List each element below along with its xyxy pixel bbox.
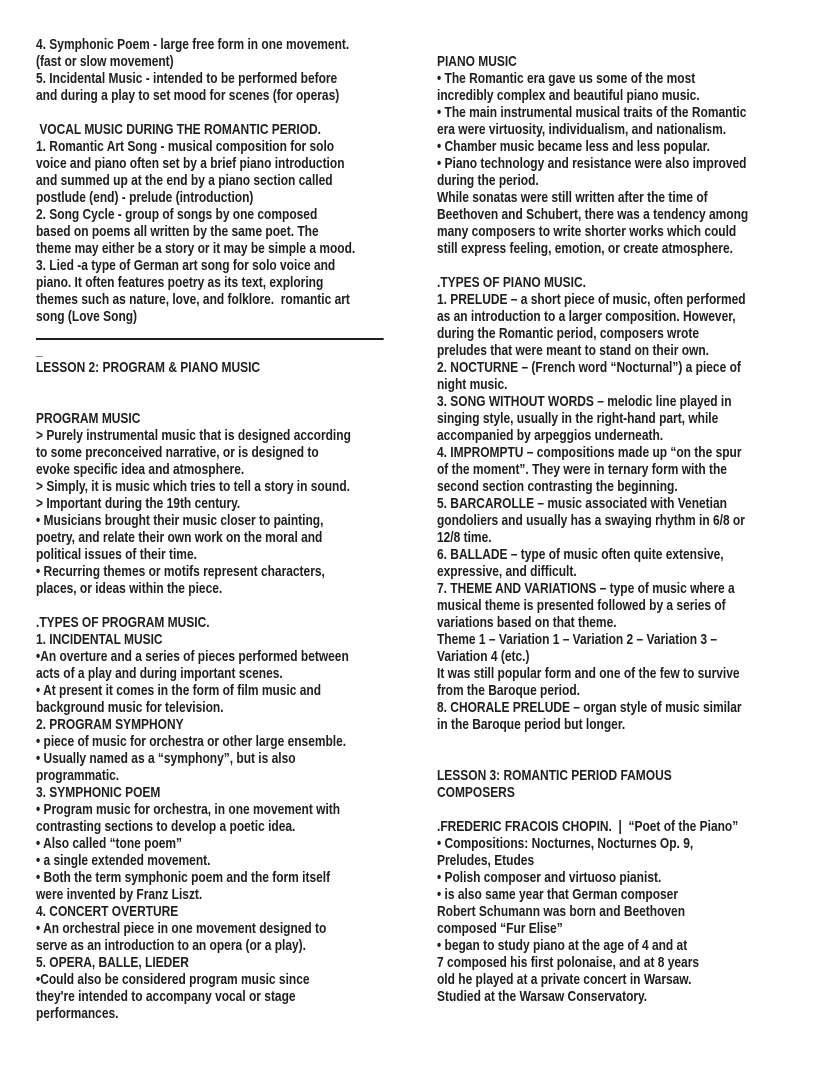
text-line: 1. INCIDENTAL MUSIC [36, 632, 163, 648]
text-line: > Purely instrumental music that is designed according [36, 428, 351, 444]
text-line: 5. BARCAROLLE – music associated with Venetian [437, 496, 727, 512]
text-line: singing style, usually in the right-hand part, while [437, 411, 719, 427]
text-line: PIANO MUSIC [437, 54, 517, 70]
text-line: were invented by Franz Liszt. [36, 887, 203, 903]
text-line: 5. Incidental Music - intended to be performed before [36, 71, 338, 87]
text-line: • a single extended movement. [36, 853, 211, 869]
text-line: 2. NOCTURNE – (French word “Nocturnal”) a piece of [437, 360, 741, 376]
text-line: evoke specific idea and atmosphere. [36, 462, 245, 478]
text-line: during the Romantic period, composers wrote [437, 326, 699, 342]
text-line: LESSON 2: PROGRAM & PIANO MUSIC [36, 360, 261, 376]
text-line: • is also same year that German composer [437, 887, 678, 903]
text-line: • The main instrumental musical traits of the Romantic [437, 105, 747, 121]
text-line: > Important during the 19th century. [36, 496, 241, 512]
text-line: 2. Song Cycle - group of songs by one composed [36, 207, 318, 223]
text-line: song (Love Song) [36, 309, 138, 325]
text-line: to some preconceived narrative, or is designed to [36, 445, 319, 461]
text-line: Preludes, Etudes [437, 853, 535, 869]
text-line: It was still popular form and one of the few to survive [437, 666, 740, 682]
blank-line [437, 802, 800, 819]
text-line: 5. OPERA, BALLE, LIEDER [36, 955, 189, 971]
text-line: composed “Fur Elise” [437, 921, 563, 937]
text-line: _ [36, 343, 43, 359]
text-line: 1. Romantic Art Song - musical composition for solo [36, 139, 335, 155]
horizontal-rule [36, 326, 391, 343]
text-line: •An overture and a series of pieces performed between [36, 649, 349, 665]
blank-line [36, 394, 391, 411]
text-line: background music for television. [36, 700, 224, 716]
text-line: and during a play to set mood for scenes (for operas) [36, 88, 340, 104]
text-line: • piece of music for orchestra or other large ensemble. [36, 734, 347, 750]
blank-line [36, 105, 391, 122]
text-line: • Polish composer and virtuoso pianist. [437, 870, 662, 886]
text-line: based on poems all written by the same poet. The [36, 224, 319, 240]
text-line: • Both the term symphonic poem and the form itself [36, 870, 331, 886]
text-line: of the moment”. They were in ternary form with the [437, 462, 727, 478]
text-line: 7 composed his first polonaise, and at 8 years [437, 955, 700, 971]
text-line: 1. PRELUDE – a short piece of music, often performed [437, 292, 746, 308]
text-line: 2. PROGRAM SYMPHONY [36, 717, 184, 733]
text-line: .FREDERIC FRACOIS CHOPIN. | “Poet of the Piano” [437, 819, 739, 835]
right-column [437, 54, 800, 1006]
text-line: Robert Schumann was born and Beethoven [437, 904, 686, 920]
text-line: 4. Symphonic Poem - large free form in one movement. [36, 37, 350, 53]
text-line: LESSON 3: ROMANTIC PERIOD FAMOUS [437, 768, 672, 784]
text-line: performances. [36, 1006, 119, 1022]
text-line: PROGRAM MUSIC [36, 411, 141, 427]
text-line: .TYPES OF PIANO MUSIC. [437, 275, 586, 291]
left-column [36, 37, 391, 1023]
blank-line [437, 751, 800, 768]
text-line: • Chamber music became less and less popular. [437, 139, 710, 155]
text-line: > Simply, it is music which tries to tell a story in sound. [36, 479, 350, 495]
text-line: musical theme is presented followed by a series of [437, 598, 726, 614]
text-line: While sonatas were still written after the time of [437, 190, 708, 206]
text-line: 4. CONCERT OVERTURE [36, 904, 179, 920]
text-line: • Program music for orchestra, in one movement with [36, 802, 341, 818]
text-line: accompanied by arpeggios underneath. [437, 428, 664, 444]
rule-stroke [36, 338, 384, 340]
text-line: (fast or slow movement) [36, 54, 174, 70]
text-line: they're intended to accompany vocal or stage [36, 989, 296, 1005]
text-line: programmatic. [36, 768, 120, 784]
text-line: • Piano technology and resistance were also improved [437, 156, 747, 172]
blank-line [437, 734, 800, 751]
text-line: in the Baroque period but longer. [437, 717, 626, 733]
text-line: • At present it comes in the form of film music and [36, 683, 322, 699]
text-line: poetry, and relate their own work on the moral and [36, 530, 323, 546]
text-line: Studied at the Warsaw Conservatory. [437, 989, 648, 1005]
text-line: • Compositions: Nocturnes, Nocturnes Op. 9, [437, 836, 694, 852]
text-line: era were virtuosity, individualism, and nationalism. [437, 122, 727, 138]
text-line: VOCAL MUSIC DURING THE ROMANTIC PERIOD. [36, 122, 322, 138]
text-line: voice and piano often set by a brief piano introduction [36, 156, 345, 172]
text-line: expressive, and difficult. [437, 564, 577, 580]
blank-line [36, 598, 391, 615]
text-line: piano. It often features poetry as its text, exploring [36, 275, 324, 291]
text-line: COMPOSERS [437, 785, 515, 801]
blank-line [437, 258, 800, 275]
text-line: 12/8 time. [437, 530, 492, 546]
text-line: still express feeling, emotion, or create atmosphere. [437, 241, 733, 257]
text-line: and summed up at the end by a piano section called [36, 173, 333, 189]
text-line: 8. CHORALE PRELUDE – organ style of music similar [437, 700, 742, 716]
text-line: themes such as nature, love, and folklore. romantic art [36, 292, 350, 308]
text-line: • began to study piano at the age of 4 and at [437, 938, 688, 954]
text-line: postlude (end) - prelude (introduction) [36, 190, 254, 206]
text-line: as an introduction to a larger composition. However, [437, 309, 736, 325]
text-line: •Could also be considered program music since [36, 972, 310, 988]
text-line: serve as an introduction to an opera (or a play). [36, 938, 306, 954]
text-line: acts of a play and during important scenes. [36, 666, 283, 682]
text-line: from the Baroque period. [437, 683, 580, 699]
text-line: political issues of their time. [36, 547, 197, 563]
text-line: variations based on that theme. [437, 615, 617, 631]
text-line: night music. [437, 377, 508, 393]
text-line: second section contrasting the beginning. [437, 479, 678, 495]
text-line: theme may either be a story or it may be simple a mood. [36, 241, 356, 257]
text-line: contrasting sections to develop a poetic idea. [36, 819, 296, 835]
text-line: .TYPES OF PROGRAM MUSIC. [36, 615, 210, 631]
text-line: 4. IMPROMPTU – compositions made up “on the spur [437, 445, 742, 461]
text-line: • Musicians brought their music closer to painting, [36, 513, 324, 529]
blank-line [36, 377, 391, 394]
text-line: 6. BALLADE – type of music often quite extensive, [437, 547, 724, 563]
text-line: during the period. [437, 173, 539, 189]
text-line: • Recurring themes or motifs represent characters, [36, 564, 325, 580]
text-line: • Usually named as a “symphony”, but is also [36, 751, 296, 767]
text-line: 3. Lied -a type of German art song for solo voice and [36, 258, 336, 274]
text-line: 7. THEME AND VARIATIONS – type of music where a [437, 581, 735, 597]
text-line: • The Romantic era gave us some of the most [437, 71, 696, 87]
text-line: places, or ideas within the piece. [36, 581, 223, 597]
text-line: • An orchestral piece in one movement designed to [36, 921, 327, 937]
text-line: many composers to write shorter works which could [437, 224, 737, 240]
text-line: Beethoven and Schubert, there was a tendency among [437, 207, 749, 223]
text-line: Theme 1 – Variation 1 – Variation 2 – Variation 3 – [437, 632, 718, 648]
text-line: • Also called “tone poem” [36, 836, 183, 852]
text-line: Variation 4 (etc.) [437, 649, 530, 665]
text-line: gondoliers and usually has a swaying rhythm in 6/8 or [437, 513, 745, 529]
text-line: 3. SONG WITHOUT WORDS – melodic line played in [437, 394, 732, 410]
text-line: 3. SYMPHONIC POEM [36, 785, 161, 801]
text-line: preludes that were meant to stand on their own. [437, 343, 709, 359]
text-line: incredibly complex and beautiful piano music. [437, 88, 700, 104]
text-line: old he played at a private concert in Warsaw. [437, 972, 692, 988]
